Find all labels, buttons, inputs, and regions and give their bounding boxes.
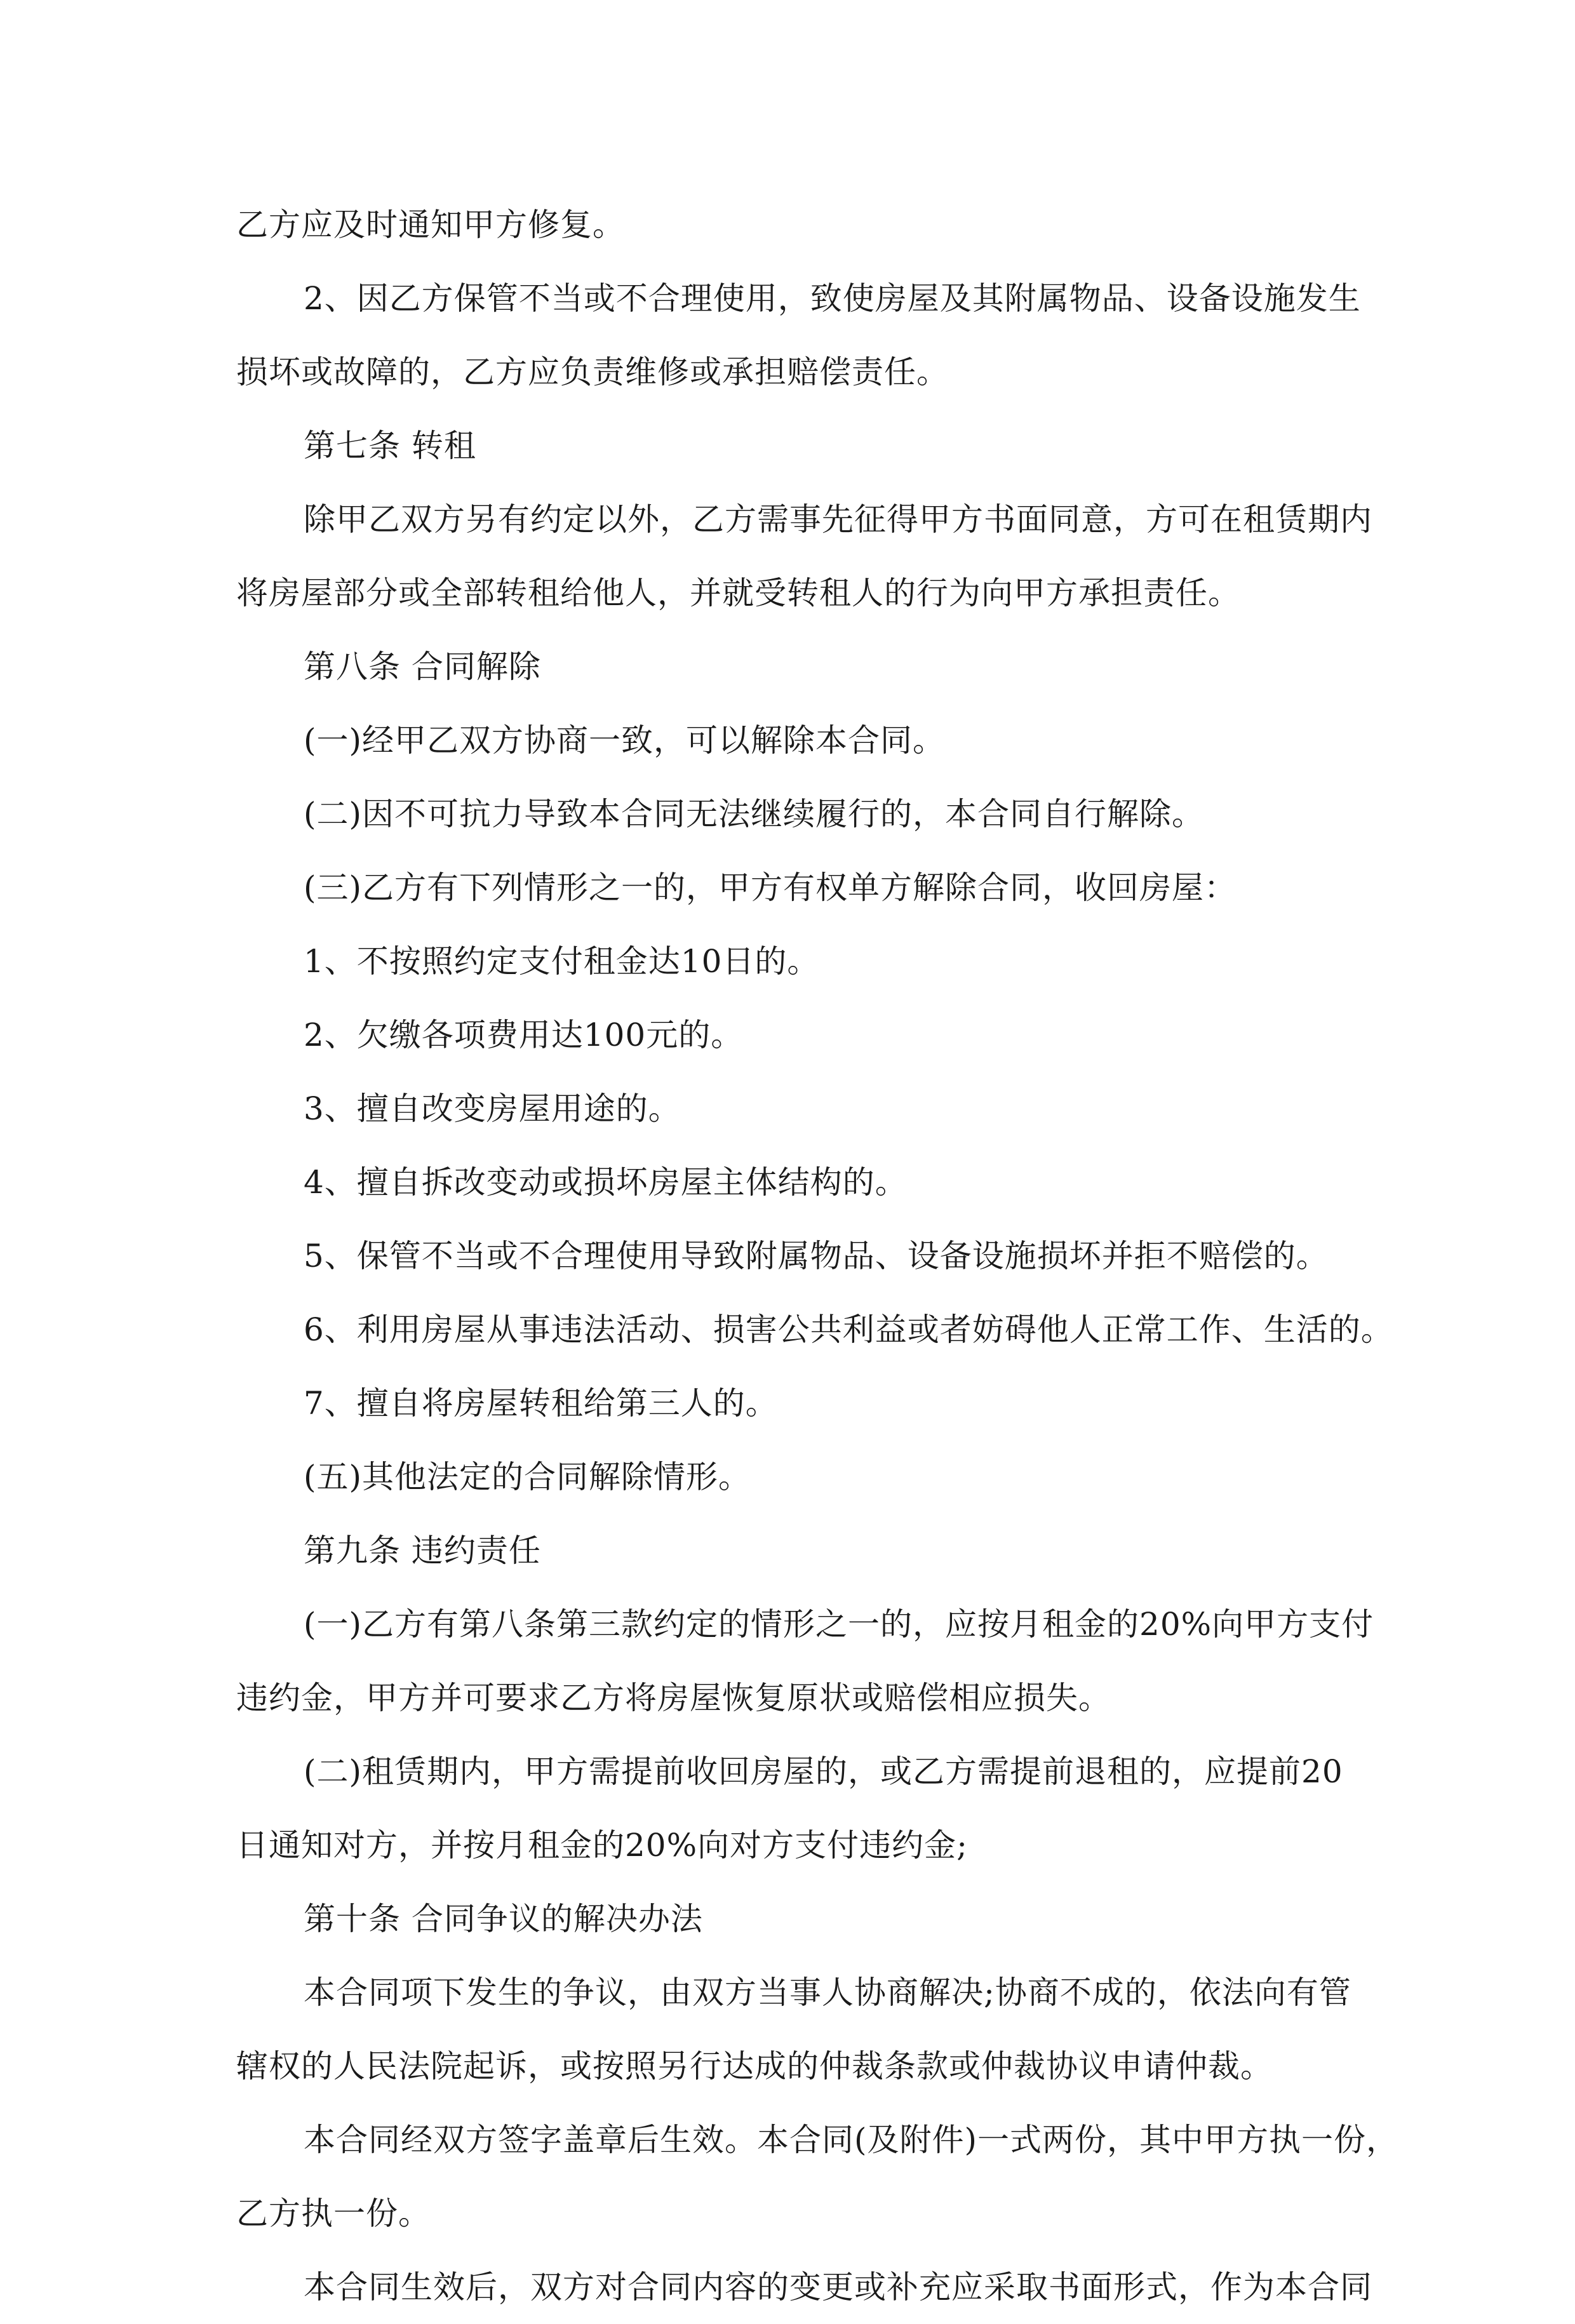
paragraph-line: 日通知对方，并按月租金的20%向对方支付违约金; — [236, 1827, 968, 1864]
paragraph-line: 乙方执一份。 — [236, 2195, 431, 2232]
paragraph-line: 乙方应及时通知甲方修复。 — [236, 206, 625, 243]
list-item: 7、擅自将房屋转租给第三人的。 — [304, 1385, 778, 1422]
paragraph-line: (一)乙方有第八条第三款约定的情形之一的，应按月租金的20%向甲方支付 — [304, 1606, 1374, 1643]
list-item: 2、欠缴各项费用达100元的。 — [304, 1017, 744, 1053]
paragraph-line: 本合同生效后，双方对合同内容的变更或补充应采取书面形式，作为本合同 — [304, 2269, 1372, 2306]
paragraph-line: 除甲乙双方另有约定以外，乙方需事先征得甲方书面同意，方可在租赁期内 — [304, 501, 1372, 538]
paragraph-line: (五)其他法定的合同解除情形。 — [304, 1459, 751, 1495]
paragraph-line: 本合同经双方签字盖章后生效。本合同(及附件)一式两份，其中甲方执一份， — [304, 2121, 1399, 2158]
paragraph-line: 辖权的人民法院起诉，或按照另行达成的仲裁条款或仲裁协议申请仲裁。 — [236, 2048, 1273, 2085]
list-item: 3、擅自改变房屋用途的。 — [304, 1090, 681, 1127]
paragraph-line: 损坏或故障的，乙方应负责维修或承担赔偿责任。 — [236, 354, 949, 391]
paragraph-line: (一)经甲乙双方协商一致，可以解除本合同。 — [304, 722, 946, 759]
paragraph-line: 本合同项下发生的争议，由双方当事人协商解决;协商不成的，依法向有管 — [304, 1974, 1351, 2011]
article-heading-7: 第七条 转租 — [304, 427, 476, 464]
paragraph-line: (二)因不可抗力导致本合同无法继续履行的，本合同自行解除。 — [304, 796, 1205, 832]
paragraph-line: 违约金，甲方并可要求乙方将房屋恢复原状或赔偿相应损失。 — [236, 1680, 1111, 1716]
article-heading-8: 第八条 合同解除 — [304, 648, 541, 685]
paragraph-line: (三)乙方有下列情形之一的，甲方有权单方解除合同，收回房屋： — [304, 869, 1237, 906]
article-heading-10: 第十条 合同争议的解决办法 — [304, 1900, 703, 1937]
article-heading-9: 第九条 违约责任 — [304, 1532, 541, 1569]
paragraph-line: 2、因乙方保管不当或不合理使用，致使房屋及其附属物品、设备设施发生 — [304, 280, 1361, 317]
list-item: 4、擅自拆改变动或损坏房屋主体结构的。 — [304, 1164, 908, 1201]
paragraph-line: (二)租赁期内，甲方需提前收回房屋的，或乙方需提前退租的，应提前20 — [304, 1753, 1343, 1790]
list-item: 6、利用房屋从事违法活动、损害公共利益或者妨碍他人正常工作、生活的。 — [304, 1311, 1393, 1348]
list-item: 5、保管不当或不合理使用导致附属物品、设备设施损坏并拒不赔偿的。 — [304, 1238, 1329, 1274]
paragraph-line: 将房屋部分或全部转租给他人，并就受转租人的行为向甲方承担责任。 — [236, 575, 1240, 611]
contract-text-body — [236, 188, 1399, 2324]
list-item: 1、不按照约定支付租金达10日的。 — [304, 943, 820, 980]
